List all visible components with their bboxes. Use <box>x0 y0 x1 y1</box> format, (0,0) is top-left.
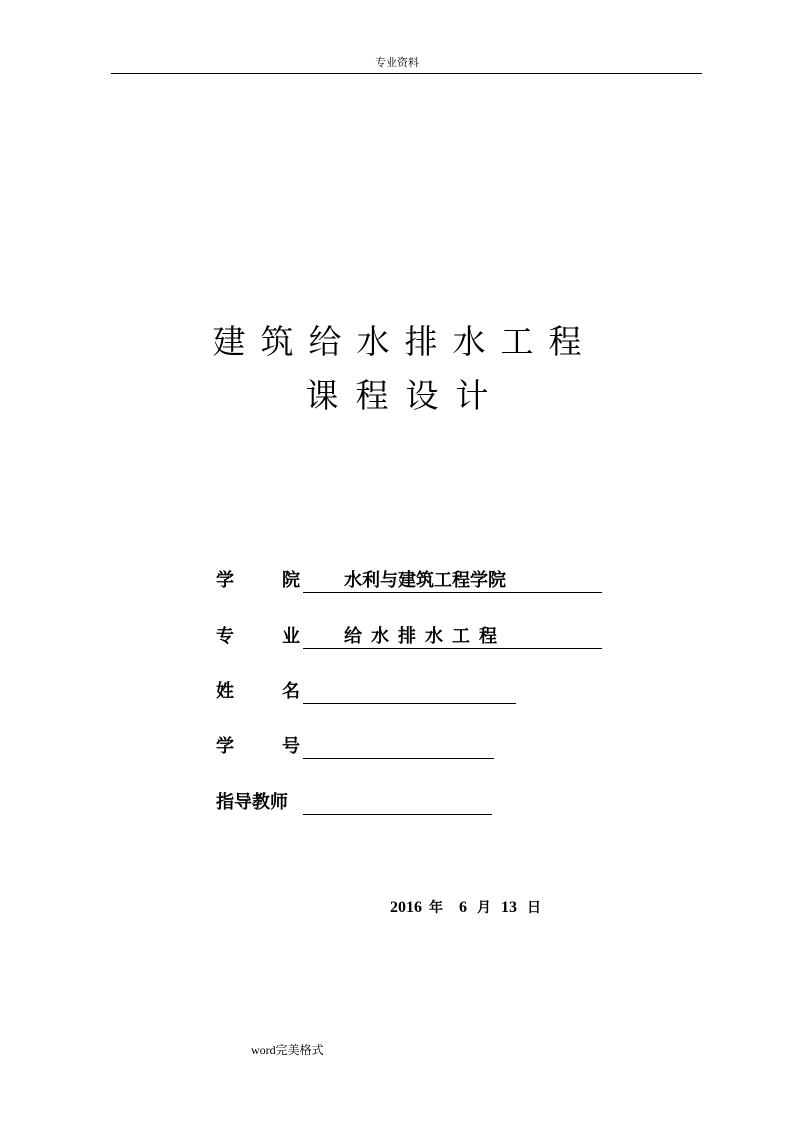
field-college <box>216 569 606 597</box>
field-college-value: 水利与建筑工程学院 <box>344 570 506 591</box>
date-month-unit: 月 <box>477 900 491 916</box>
date-year: 2016 <box>390 899 422 916</box>
date-year-unit: 年 <box>429 900 443 916</box>
field-name <box>216 680 526 708</box>
field-advisor-underline <box>303 814 492 815</box>
date-day-unit: 日 <box>527 900 541 916</box>
field-name-label-1: 姓 <box>216 681 234 702</box>
document-subtitle: 课程设计 <box>305 376 506 415</box>
field-major-label-2: 业 <box>282 626 300 647</box>
field-student-id <box>216 735 506 763</box>
date-day: 13 <box>501 899 517 916</box>
field-student-id-underline <box>303 758 494 759</box>
field-advisor <box>216 791 506 819</box>
page-header-text: 专业资料 <box>375 56 419 69</box>
field-major-value: 给水排水工程 <box>344 626 506 647</box>
field-major-label-1: 专 <box>216 626 234 647</box>
field-student-id-label-2: 号 <box>282 736 300 757</box>
field-college-label-1: 学 <box>216 570 234 591</box>
field-college-label-2: 院 <box>282 570 300 591</box>
field-major <box>216 625 606 653</box>
document-title: 建筑给水排水工程 <box>212 322 597 361</box>
field-name-label-2: 名 <box>282 681 300 702</box>
document-date <box>390 898 541 918</box>
field-name-underline <box>303 703 516 704</box>
page-footer-text: word完美格式 <box>251 1043 324 1057</box>
date-month: 6 <box>459 899 467 916</box>
field-student-id-label-1: 学 <box>216 736 234 757</box>
field-advisor-label: 指导教师 <box>216 792 288 813</box>
header-rule <box>111 73 702 74</box>
